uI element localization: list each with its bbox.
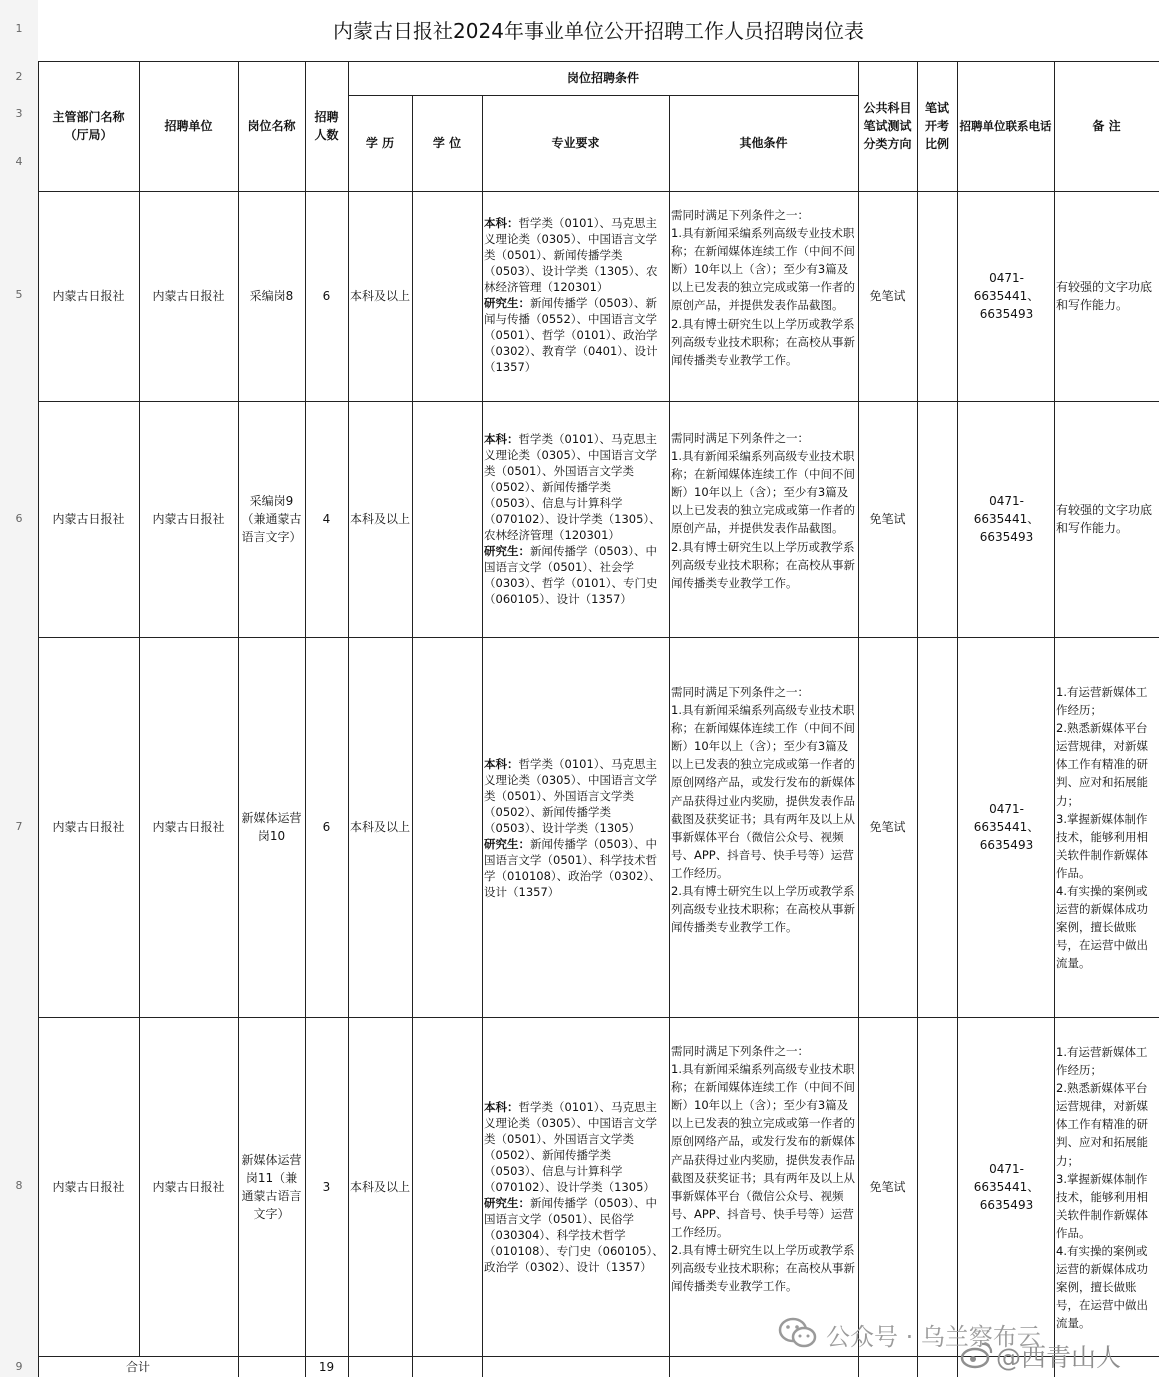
edu-cell: 本科及以上 <box>349 289 410 303</box>
ratio-cell <box>917 1017 957 1356</box>
header-ratio: 笔试开考比例 <box>924 101 949 151</box>
weibo-watermark: @西青山人 <box>996 1343 1122 1372</box>
row-number: 7 <box>15 820 23 833</box>
major-text: 哲学类（0101）、马克思主义理论类（0305）、中国语言文学类（0501）、外国语言文学类（0502）、新闻传播学类（0503）、信息与计算科学（070102）、设计学类（1305）、农林经济管理（120301） <box>484 432 661 542</box>
post-cell: 采编岗9（兼通蒙古语言文字） <box>241 494 302 544</box>
unit-cell: 内蒙古日报社 <box>152 820 225 834</box>
phone-cell: 0471-6635441、6635493 <box>973 271 1040 321</box>
major-label: 本科： <box>484 216 519 230</box>
count-cell: 3 <box>322 1179 331 1194</box>
row-number-gutter <box>0 0 38 1377</box>
other-conditions-cell: 需同时满足下列条件之一： 1.具有新闻采编系列高级专业技术职称；在新闻媒体连续工作（中间不间断）10年以上（含）；至少有3篇及以上已发表的独立完成或第一作者的原创产品，并提供发表作品截图。 2.具有博士研究生以上学历或教学系列高级专业技术职称；在高校从事新闻传播类专业教学工作。 <box>671 431 855 590</box>
remark-cell: 1.有运营新媒体工作经历； 2.熟悉新媒体平台运营规律，对新媒体工作有精准的研判、应对和拓展能力； 3.掌握新媒体制作技术，能够利用相关软件制作新媒体作品。 4.有实操的案例或运营的新媒体成功案例，擅长做账号，在运营中做出流量。 <box>1056 1045 1148 1331</box>
header-major: 专业要求 <box>551 136 600 150</box>
major-cell <box>484 756 668 904</box>
wechat-watermark: 公众号 · 乌兰察布云 <box>826 1323 1041 1351</box>
phone-cell: 0471-6635441、6635493 <box>973 494 1040 544</box>
count-cell: 4 <box>322 512 331 526</box>
row-number: 2 <box>15 70 23 83</box>
header-dept: 主管部门名称（厅局） <box>52 110 125 142</box>
header-post: 岗位名称 <box>247 119 296 133</box>
other-conditions-cell: 需同时满足下列条件之一： 1.具有新闻采编系列高级专业技术职称；在新闻媒体连续工作（中间不间断）10年以上（含）；至少有3篇及以上已发表的独立完成或第一作者的原创网络产品，或发行发布的新媒体产品获得过业内奖励，提供发表作品截图及获奖证书；具有两年及以上从事新媒体平台（微信公众号、视频号、APP、抖音号、快手号等）运营工作经历。 2.具有博士研究生以上学历或教学系列高级专业技术职称；在高校从事新闻传播类专业教学工作。 <box>671 1044 855 1294</box>
major-text: 新闻传播学（0503）、中国语言文学（0501）、科学技术哲学（010108）、政治学（0302）、设计（1357） <box>484 837 661 899</box>
major-text: 新闻传播学（0503）、中国语言文学（0501）、民俗学（030304）、科学技术哲学（010108）、专门史（060105）、政治学（0302）、设计（1357） <box>484 1196 664 1274</box>
row-number: 1 <box>15 22 23 35</box>
degree-cell <box>412 637 482 1017</box>
header-conditions: 岗位招聘条件 <box>566 71 639 85</box>
unit-cell: 内蒙古日报社 <box>152 289 225 303</box>
wechat-icon <box>778 1316 818 1350</box>
degree-cell <box>412 191 482 401</box>
degree-cell <box>412 1017 482 1356</box>
phone-cell: 0471-6635441、6635493 <box>973 1161 1040 1212</box>
header-remark: 备 注 <box>1092 119 1121 133</box>
row-number: 3 <box>15 107 23 120</box>
major-label: 研究生： <box>484 544 530 558</box>
edu-cell: 本科及以上 <box>349 820 410 834</box>
ratio-cell <box>917 401 957 637</box>
post-cell: 新媒体运营岗10 <box>241 811 302 843</box>
header-count: 招聘人数 <box>314 110 339 142</box>
post-cell: 采编岗8 <box>249 289 294 303</box>
header-exam-type: 公共科目笔试测试分类方向 <box>863 101 912 151</box>
major-label: 本科： <box>484 757 519 771</box>
unit-cell: 内蒙古日报社 <box>152 512 225 526</box>
count-cell: 6 <box>322 289 331 303</box>
other-conditions-cell: 需同时满足下列条件之一： 1.具有新闻采编系列高级专业技术职称；在新闻媒体连续工作（中间不间断）10年以上（含）；至少有3篇及以上已发表的独立完成或第一作者的原创产品，并提供发表作品截图。 2.具有博士研究生以上学历或教学系列高级专业技术职称；在高校从事新闻传播类专业教学工作。 <box>671 208 855 367</box>
header-unit: 招聘单位 <box>164 119 213 133</box>
remark-cell: 有较强的文字功底和写作能力。 <box>1056 503 1153 535</box>
remark-cell: 有较强的文字功底和写作能力。 <box>1056 280 1153 312</box>
header-degree: 学 位 <box>432 136 462 150</box>
exam-cell: 免笔试 <box>869 289 906 303</box>
major-cell <box>484 215 668 383</box>
edu-cell: 本科及以上 <box>349 512 410 526</box>
post-cell: 新媒体运营岗11（兼通蒙古语言文字） <box>241 1152 302 1221</box>
exam-cell: 免笔试 <box>869 512 906 526</box>
major-text: 新闻传播学（0503）、中国语言文学（0501）、社会学（0303）、哲学（0101）、专门史（060105）、设计（1357） <box>484 544 658 606</box>
ratio-cell <box>917 191 957 401</box>
major-text: 哲学类（0101）、马克思主义理论类（0305）、中国语言文学类（0501）、新闻传播学类（0503）、设计学类（1305）、农林经济管理（120301） <box>484 216 658 294</box>
count-cell: 6 <box>322 820 331 834</box>
edu-cell: 本科及以上 <box>349 1179 410 1194</box>
weibo-icon <box>960 1340 994 1370</box>
degree-cell <box>412 401 482 637</box>
other-conditions-cell: 需同时满足下列条件之一： 1.具有新闻采编系列高级专业技术职称；在新闻媒体连续工作（中间不间断）10年以上（含）；至少有3篇及以上已发表的独立完成或第一作者的原创网络产品，或发行发布的新媒体产品获得过业内奖励，提供发表作品截图及获奖证书；具有两年及以上从事新媒体平台（微信公众号、视频号、APP、抖音号、快手号等）运营工作经历。 2.具有博士研究生以上学历或教学系列高级专业技术职称；在高校从事新闻传播类专业教学工作。 <box>671 685 855 935</box>
major-text: 哲学类（0101）、马克思主义理论类（0305）、中国语言文学类（0501）、外国语言文学类（0502）、新闻传播学类（0503）、信息与计算科学（070102）、设计学类（1305） <box>484 1100 658 1194</box>
header-other: 其他条件 <box>739 136 788 150</box>
row-number: 8 <box>15 1179 23 1192</box>
exam-cell: 免笔试 <box>869 1179 906 1194</box>
major-label: 研究生： <box>484 296 530 310</box>
dept-cell: 内蒙古日报社 <box>52 820 125 834</box>
row-number: 4 <box>15 155 23 168</box>
phone-cell: 0471-6635441、6635493 <box>973 802 1040 852</box>
major-label: 本科： <box>484 432 519 446</box>
major-cell <box>484 431 668 609</box>
row-number: 9 <box>15 1360 23 1373</box>
dept-cell: 内蒙古日报社 <box>52 512 125 526</box>
major-text: 新闻传播学（0503）、新闻与传播（0552）、中国语言文学（0501）、哲学（0101）、政治学（0302）、教育学（0401）、设计（1357） <box>484 296 658 374</box>
total-label: 合计 <box>125 1359 150 1374</box>
exam-cell: 免笔试 <box>869 820 906 834</box>
unit-cell: 内蒙古日报社 <box>152 1179 225 1194</box>
total-count: 19 <box>318 1359 335 1374</box>
page-title: 内蒙古日报社2024年事业单位公开招聘工作人员招聘岗位表 <box>333 18 864 43</box>
ratio-cell <box>917 637 957 1017</box>
row-number: 5 <box>15 288 23 301</box>
major-label: 研究生： <box>484 837 530 851</box>
header-edu: 学 历 <box>365 136 395 150</box>
major-cell <box>484 1099 668 1279</box>
major-text: 哲学类（0101）、马克思主义理论类（0305）、中国语言文学类（0501）、外国语言文学类（0502）、新闻传播学类（0503）、设计学类（1305） <box>484 757 658 835</box>
dept-cell: 内蒙古日报社 <box>52 1179 125 1194</box>
major-label: 本科： <box>484 1100 519 1114</box>
dept-cell: 内蒙古日报社 <box>52 289 125 303</box>
row-number: 6 <box>15 512 23 525</box>
major-label: 研究生： <box>484 1196 530 1210</box>
remark-cell: 1.有运营新媒体工作经历； 2.熟悉新媒体平台运营规律，对新媒体工作有精准的研判、应对和拓展能力； 3.掌握新媒体制作技术，能够利用相关软件制作新媒体作品。 4.有实操的案例或运营的新媒体成功案例，擅长做账号，在运营中做出流量。 <box>1056 685 1148 971</box>
header-phone: 招聘单位联系电话 <box>959 119 1052 133</box>
